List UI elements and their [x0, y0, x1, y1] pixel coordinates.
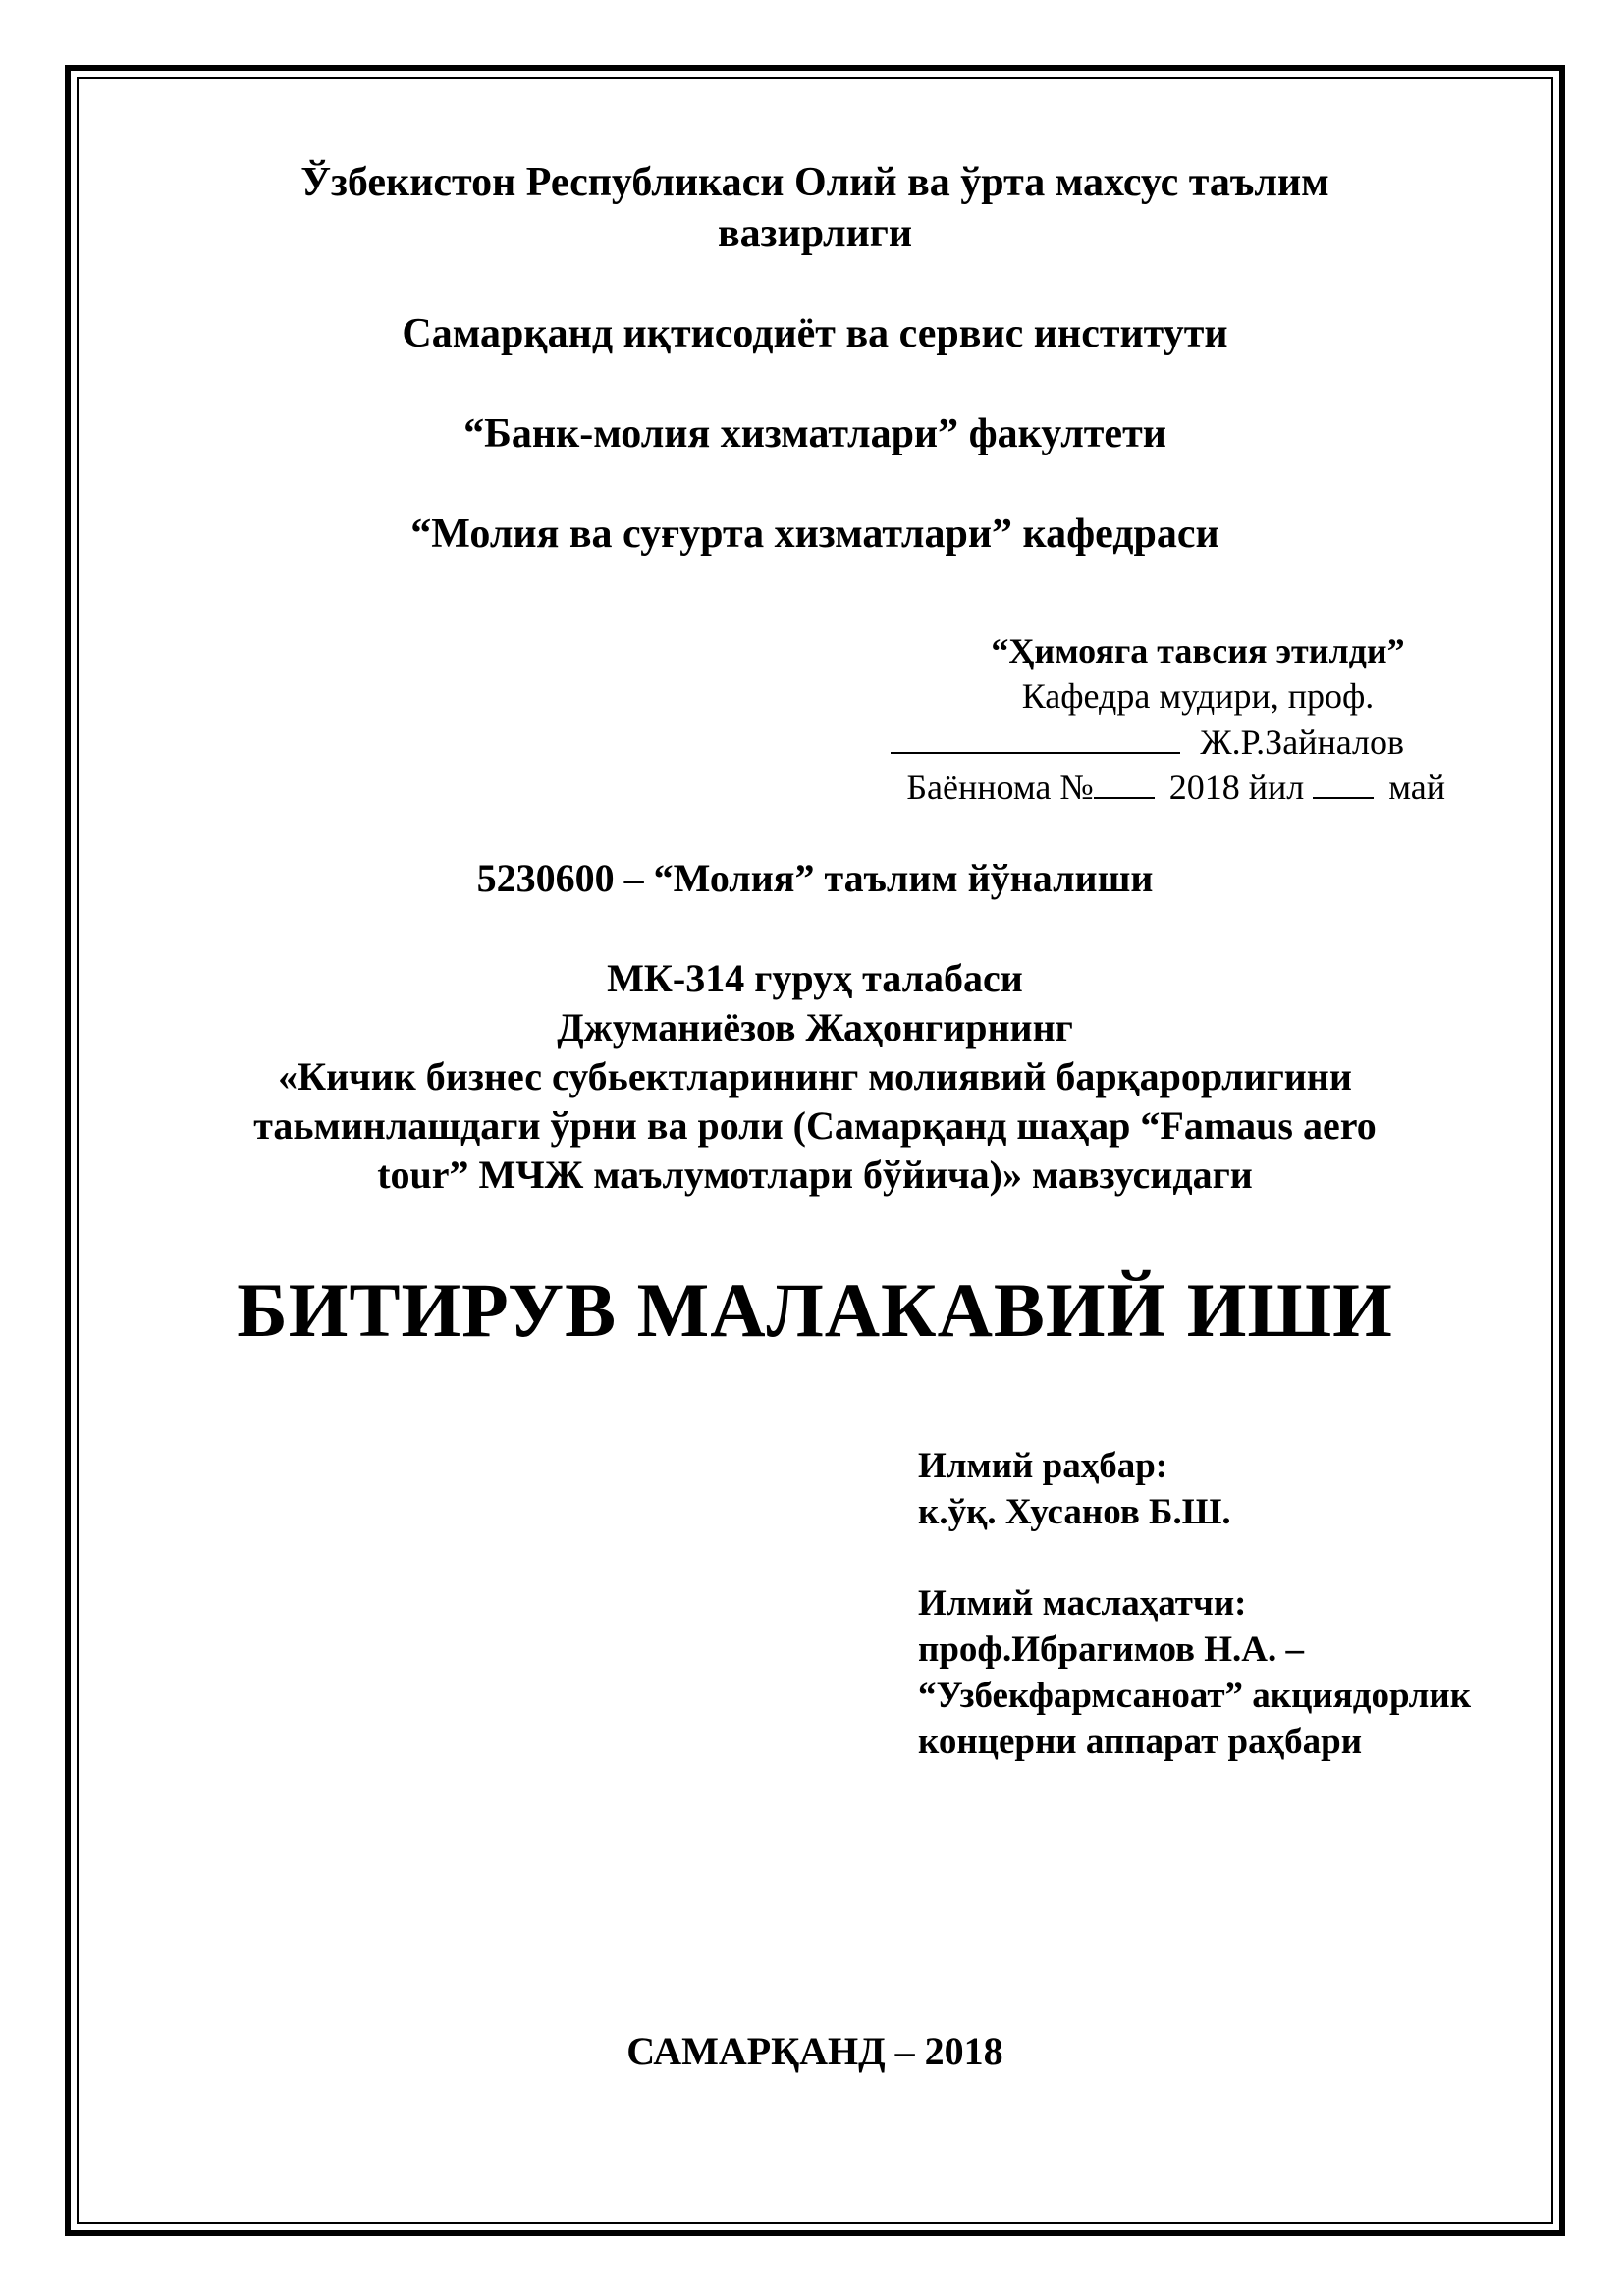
student-block [77, 954, 1553, 1200]
ministry-line-2: вазирлиги [717, 211, 913, 256]
topic-line-2: таьминлашдаги ўрни ва роли (Самарқанд шаҳар “Famaus aero [253, 1103, 1377, 1148]
approval-heading: “Ҳимояга тавсия этилди” [991, 631, 1405, 670]
consultant-line-1: проф.Ибрагимов Н.А. – [918, 1629, 1304, 1670]
footer-city-year: САМАРҚАНД – 2018 [626, 2029, 1003, 2073]
institute-name: Самарқанд иқтисодиёт ва сервис институти [402, 311, 1228, 356]
protocol-year: 2018 йил [1168, 768, 1305, 807]
consultant-label: Илмий маслаҳатчи: [918, 1583, 1247, 1624]
approval-name: Ж.Р.Зайналов [1200, 722, 1404, 762]
supervisor-name: к.ўқ. Хусанов Б.Ш. [918, 1492, 1231, 1532]
protocol-prefix: Баённома № [906, 768, 1094, 807]
faculty-name: “Банк-молия хизматлари” факултети [463, 411, 1166, 456]
ministry-heading [77, 157, 1553, 259]
supervisor-block [918, 1443, 1546, 1535]
protocol-day-blank [1313, 768, 1374, 799]
ministry-line-1: Ўзбекистон Республикаси Олий ва ўрта махсус таълим [300, 160, 1329, 205]
consultant-block [918, 1580, 1546, 1765]
protocol-number-blank [1094, 768, 1155, 799]
consultant-line-3: концерни аппарат раҳбари [918, 1722, 1363, 1762]
protocol-month: май [1388, 768, 1445, 807]
topic-line-1: «Кичик бизнес субьектларининг молиявий барқарорлигини [278, 1054, 1352, 1098]
approval-block [884, 628, 1512, 810]
supervisor-label: Илмий раҳбар: [918, 1446, 1168, 1486]
direction-line: 5230600 – “Молия” таълим йўналиши [476, 856, 1154, 900]
approval-signature-row [884, 719, 1512, 765]
student-name: Джуманиёзов Жаҳонгирнинг [557, 1005, 1073, 1049]
consultant-line-2: “Узбекфармсаноат” акциядорлик [918, 1676, 1472, 1716]
signature-line [891, 719, 1180, 754]
department-name: “Молия ва суғурта хизматлари” кафедраси [410, 511, 1219, 557]
main-title: БИТИРУВ МАЛАКАВИЙ ИШИ [237, 1267, 1393, 1353]
protocol-row [884, 765, 1512, 810]
approval-position: Кафедра мудири, проф. [1021, 676, 1375, 716]
topic-line-3: tour” МЧЖ маълумотлари бўйича)» мавзусидаги [377, 1152, 1253, 1197]
student-group: МК-314 гуруҳ талабаси [607, 956, 1023, 1000]
